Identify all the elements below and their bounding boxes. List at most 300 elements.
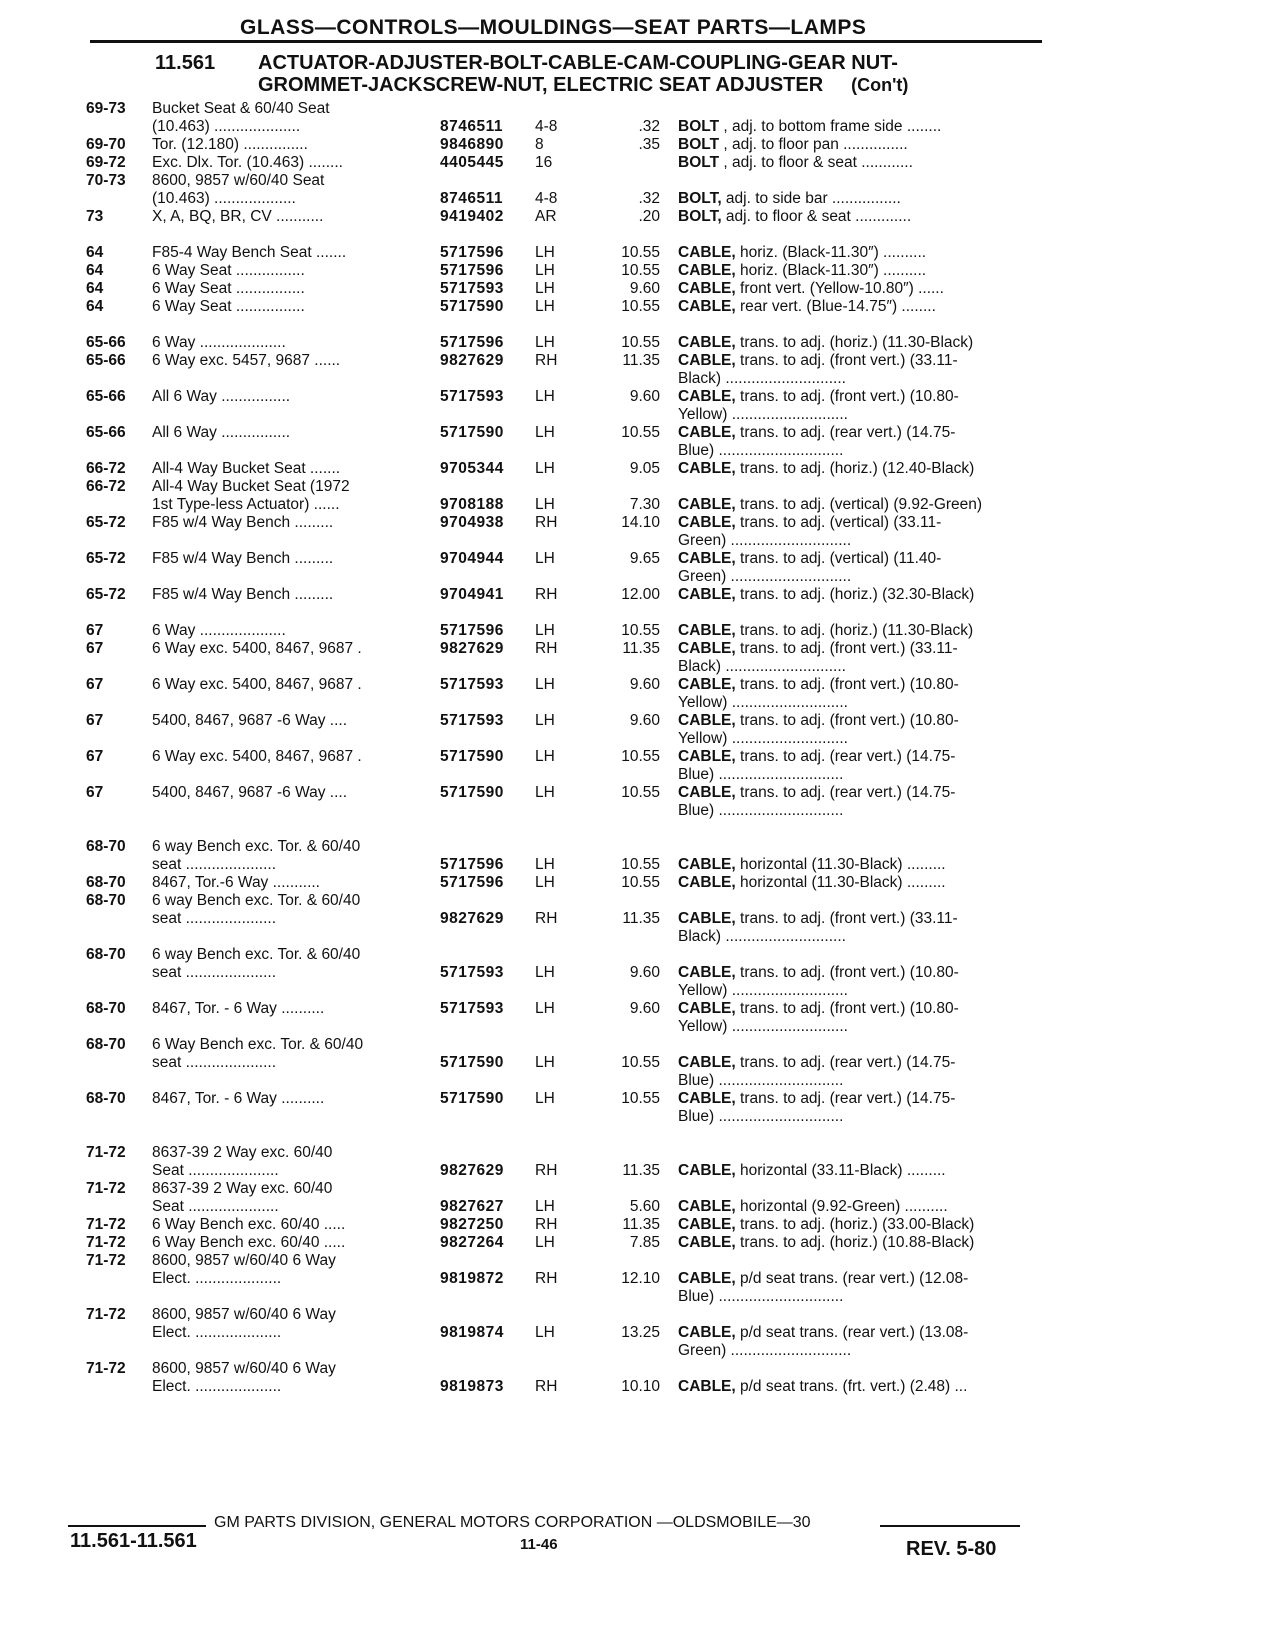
description xyxy=(678,874,1040,892)
quantity: RH xyxy=(535,514,558,531)
model-year: 68-70 xyxy=(86,1036,126,1053)
description-keyword: CABLE, xyxy=(678,388,736,405)
description xyxy=(678,1216,1040,1234)
price: 10.55 xyxy=(621,424,660,441)
description-keyword: CABLE, xyxy=(678,1270,736,1287)
part-number: 5717596 xyxy=(440,622,504,639)
description-keyword: CABLE, xyxy=(678,586,736,603)
description-keyword: CABLE, xyxy=(678,1162,736,1179)
price: 9.65 xyxy=(629,550,660,567)
model-year: 65-72 xyxy=(86,586,126,603)
part-number: 9846890 xyxy=(440,136,504,153)
description-text: front vert. (Yellow-10.80″) ...... xyxy=(735,280,944,297)
application: 8600, 9857 w/60/40 6 Way xyxy=(152,1360,336,1377)
quantity: RH xyxy=(535,910,558,927)
description-text: Blue) ............................. xyxy=(678,1108,844,1125)
description-text: Yellow) ........................... xyxy=(678,982,848,999)
application: 5400, 8467, 9687 -6 Way .... xyxy=(152,712,348,729)
description-keyword: CABLE, xyxy=(678,1216,736,1233)
model-year: 69-70 xyxy=(86,136,126,153)
quantity: LH xyxy=(535,1000,555,1017)
description-keyword: CABLE, xyxy=(678,1198,736,1215)
part-number: 5717590 xyxy=(440,298,504,315)
part-number: 5717596 xyxy=(440,874,504,891)
description xyxy=(678,1378,1040,1396)
application: seat ..................... xyxy=(152,910,277,927)
description xyxy=(678,208,1040,226)
application: 6 Way Bench exc. 60/40 ..... xyxy=(152,1216,346,1233)
description xyxy=(678,1198,1040,1216)
footer-section-range: 11.561-11.561 xyxy=(70,1530,197,1552)
description-keyword: CABLE, xyxy=(678,298,736,315)
description-keyword: CABLE, xyxy=(678,352,736,369)
description-text: trans. to adj. (horiz.) (11.30-Black) xyxy=(735,622,974,639)
description-text: Black) ............................ xyxy=(678,658,846,675)
quantity: LH xyxy=(535,1234,555,1251)
price: 10.55 xyxy=(621,244,660,261)
description-text: Yellow) ........................... xyxy=(678,730,848,747)
model-year: 67 xyxy=(86,676,104,693)
description-keyword: CABLE, xyxy=(678,244,736,261)
description xyxy=(678,298,1040,316)
description xyxy=(678,730,1040,748)
description xyxy=(678,370,1040,388)
description-text: Blue) ............................. xyxy=(678,766,844,783)
application: 6 Way .................... xyxy=(152,622,286,639)
model-year: 67 xyxy=(86,712,104,729)
section-number: 11.561 xyxy=(155,52,216,74)
part-number: 9704944 xyxy=(440,550,504,567)
part-number: 8746511 xyxy=(440,190,503,207)
application: All 6 Way ................ xyxy=(152,388,291,405)
model-year: 68-70 xyxy=(86,874,126,891)
price: 10.55 xyxy=(621,262,660,279)
description-text: Yellow) ........................... xyxy=(678,694,848,711)
quantity: LH xyxy=(535,676,555,693)
application: 1st Type-less Actuator) ...... xyxy=(152,496,340,513)
quantity: LH xyxy=(535,874,555,891)
quantity: LH xyxy=(535,712,555,729)
application: F85 w/4 Way Bench ......... xyxy=(152,514,334,531)
part-number: 9819874 xyxy=(440,1324,504,1341)
quantity: RH xyxy=(535,1270,558,1287)
part-number: 5717596 xyxy=(440,334,504,351)
price: 5.60 xyxy=(629,1198,660,1215)
application: 6 Way exc. 5457, 9687 ...... xyxy=(152,352,341,369)
description-keyword: CABLE, xyxy=(678,1324,736,1341)
model-year: 68-70 xyxy=(86,892,126,909)
application: 6 Way Bench exc. 60/40 ..... xyxy=(152,1234,346,1251)
description xyxy=(678,766,1040,784)
description-text: horiz. (Black-11.30″) .......... xyxy=(735,262,927,279)
part-number: 9419402 xyxy=(440,208,504,225)
model-year: 64 xyxy=(86,298,104,315)
description-text: Green) ............................ xyxy=(678,532,852,549)
description-text: adj. to side bar ................ xyxy=(721,190,901,207)
model-year: 71-72 xyxy=(86,1306,126,1323)
application: 6 Way Bench exc. Tor. & 60/40 xyxy=(152,1036,364,1053)
description-text: Blue) ............................. xyxy=(678,442,844,459)
part-number: 9819873 xyxy=(440,1378,504,1395)
description xyxy=(678,676,1040,694)
application: Tor. (12.180) ............... xyxy=(152,136,308,153)
model-year: 68-70 xyxy=(86,1090,126,1107)
quantity: 4-8 xyxy=(535,190,558,207)
description-text: horizontal (9.92-Green) .......... xyxy=(735,1198,948,1215)
description xyxy=(678,982,1040,1000)
description-text: p/d seat trans. (rear vert.) (13.08- xyxy=(735,1324,969,1341)
description-keyword: CABLE, xyxy=(678,856,736,873)
quantity: LH xyxy=(535,496,555,513)
model-year: 67 xyxy=(86,748,104,765)
quantity: LH xyxy=(535,856,555,873)
quantity: LH xyxy=(535,262,555,279)
description xyxy=(678,1072,1040,1090)
part-number: 5717593 xyxy=(440,964,504,981)
description xyxy=(678,532,1040,550)
part-number: 9819872 xyxy=(440,1270,504,1287)
description xyxy=(678,190,1040,208)
price: 14.10 xyxy=(621,514,660,531)
description-text: trans. to adj. (front vert.) (33.11- xyxy=(735,640,958,657)
model-year: 64 xyxy=(86,244,104,261)
description-text: trans. to adj. (rear vert.) (14.75- xyxy=(735,1054,956,1071)
application: (10.463) .................... xyxy=(152,118,301,135)
quantity: LH xyxy=(535,1054,555,1071)
part-number: 9827629 xyxy=(440,1162,504,1179)
price: 7.85 xyxy=(629,1234,660,1251)
description-text: trans. to adj. (front vert.) (10.80- xyxy=(735,712,959,729)
price: 9.60 xyxy=(629,964,660,981)
price: 11.35 xyxy=(622,1216,660,1233)
description xyxy=(678,694,1040,712)
description xyxy=(678,640,1040,658)
part-number: 5717590 xyxy=(440,784,504,801)
section-title-line2 xyxy=(258,74,908,97)
model-year: 70-73 xyxy=(86,172,126,189)
description xyxy=(678,658,1040,676)
price: 10.55 xyxy=(621,784,660,801)
quantity: LH xyxy=(535,244,555,261)
price: 9.05 xyxy=(629,460,660,477)
description-text: trans. to adj. (horiz.) (11.30-Black) xyxy=(735,334,974,351)
application: 8637-39 2 Way exc. 60/40 xyxy=(152,1144,333,1161)
description-text: trans. to adj. (front vert.) (10.80- xyxy=(735,676,959,693)
part-number: 5717593 xyxy=(440,388,504,405)
quantity: LH xyxy=(535,1324,555,1341)
description xyxy=(678,406,1040,424)
application: 6 Way exc. 5400, 8467, 9687 . xyxy=(152,640,362,657)
part-number: 5717590 xyxy=(440,748,504,765)
description-text: trans. to adj. (rear vert.) (14.75- xyxy=(735,424,956,441)
description-text: trans. to adj. (vertical) (9.92-Green) xyxy=(735,496,983,513)
section-continued: (Con't) xyxy=(851,75,909,95)
description-text: trans. to adj. (horiz.) (32.30-Black) xyxy=(735,586,975,603)
application: 8600, 9857 w/60/40 Seat xyxy=(152,172,325,189)
description xyxy=(678,1108,1040,1126)
description-keyword: CABLE, xyxy=(678,550,736,567)
description-keyword: CABLE, xyxy=(678,964,736,981)
description xyxy=(678,1342,1040,1360)
quantity: RH xyxy=(535,1216,558,1233)
model-year: 71-72 xyxy=(86,1234,126,1251)
description-keyword: CABLE, xyxy=(678,1000,736,1017)
description xyxy=(678,388,1040,406)
description xyxy=(678,568,1040,586)
part-number: 5717593 xyxy=(440,280,504,297)
description xyxy=(678,910,1040,928)
description-text: trans. to adj. (horiz.) (12.40-Black) xyxy=(735,460,975,477)
part-number: 5717593 xyxy=(440,712,504,729)
section-title-line2-text: GROMMET-JACKSCREW-NUT, ELECTRIC SEAT ADJUSTER xyxy=(258,74,824,96)
price: 7.30 xyxy=(629,496,660,513)
model-year: 65-72 xyxy=(86,514,126,531)
quantity: LH xyxy=(535,424,555,441)
description-text: horizontal (11.30-Black) ......... xyxy=(735,874,946,891)
quantity: LH xyxy=(535,280,555,297)
description-text: Blue) ............................. xyxy=(678,802,844,819)
description-text: p/d seat trans. (rear vert.) (12.08- xyxy=(735,1270,969,1287)
description xyxy=(678,442,1040,460)
description xyxy=(678,964,1040,982)
description-text: trans. to adj. (front vert.) (10.80- xyxy=(735,388,959,405)
quantity: 16 xyxy=(535,154,553,171)
price: 10.55 xyxy=(621,1054,660,1071)
part-number: 5717590 xyxy=(440,1054,504,1071)
application: seat ..................... xyxy=(152,964,277,981)
quantity: LH xyxy=(535,460,555,477)
description-text: p/d seat trans. (frt. vert.) (2.48) ... xyxy=(735,1378,968,1395)
model-year: 65-72 xyxy=(86,550,126,567)
description-text: , adj. to bottom frame side ........ xyxy=(719,118,942,135)
application: 6 Way exc. 5400, 8467, 9687 . xyxy=(152,748,362,765)
description-text: Yellow) ........................... xyxy=(678,1018,848,1035)
description xyxy=(678,712,1040,730)
description-keyword: CABLE, xyxy=(678,496,736,513)
quantity: LH xyxy=(535,748,555,765)
part-number: 9704941 xyxy=(440,586,504,603)
quantity: LH xyxy=(535,550,555,567)
part-number: 9827629 xyxy=(440,352,504,369)
model-year: 67 xyxy=(86,622,104,639)
application: 6 way Bench exc. Tor. & 60/40 xyxy=(152,838,361,855)
model-year: 65-66 xyxy=(86,334,126,351)
application: 5400, 8467, 9687 -6 Way .... xyxy=(152,784,348,801)
model-year: 69-72 xyxy=(86,154,126,171)
price: 9.60 xyxy=(629,676,660,693)
description xyxy=(678,496,1040,514)
application: 6 Way exc. 5400, 8467, 9687 . xyxy=(152,676,362,693)
description-text: adj. to floor & seat ............. xyxy=(721,208,912,225)
part-number: 5717590 xyxy=(440,424,504,441)
application: All-4 Way Bucket Seat ....... xyxy=(152,460,341,477)
application: Bucket Seat & 60/40 Seat xyxy=(152,100,330,117)
model-year: 71-72 xyxy=(86,1144,126,1161)
description-text: trans. to adj. (vertical) (11.40- xyxy=(735,550,942,567)
description-text: Black) ............................ xyxy=(678,370,846,387)
quantity: 4-8 xyxy=(535,118,558,135)
description-text: trans. to adj. (horiz.) (10.88-Black) xyxy=(735,1234,975,1251)
description xyxy=(678,748,1040,766)
price: 11.35 xyxy=(622,910,660,927)
part-number: 9704938 xyxy=(440,514,504,531)
price: 10.55 xyxy=(621,622,660,639)
quantity: LH xyxy=(535,388,555,405)
footer-rule-right xyxy=(880,1525,1020,1527)
model-year: 65-66 xyxy=(86,424,126,441)
description-keyword: BOLT xyxy=(678,118,720,135)
price: 10.55 xyxy=(621,874,660,891)
application: Elect. .................... xyxy=(152,1324,282,1341)
application: All 6 Way ................ xyxy=(152,424,291,441)
description-keyword: CABLE, xyxy=(678,334,736,351)
description xyxy=(678,514,1040,532)
quantity: RH xyxy=(535,1162,558,1179)
part-number: 9827627 xyxy=(440,1198,504,1215)
part-number: 5717596 xyxy=(440,856,504,873)
description xyxy=(678,118,1040,136)
price: 10.55 xyxy=(621,334,660,351)
description xyxy=(678,1000,1040,1018)
part-number: 9705344 xyxy=(440,460,504,477)
application: seat ..................... xyxy=(152,1054,277,1071)
description-text: Blue) ............................. xyxy=(678,1072,844,1089)
application: X, A, BQ, BR, CV ........... xyxy=(152,208,324,225)
description xyxy=(678,1090,1040,1108)
application: (10.463) ................... xyxy=(152,190,296,207)
description xyxy=(678,244,1040,262)
description xyxy=(678,262,1040,280)
application: Exc. Dlx. Tor. (10.463) ........ xyxy=(152,154,343,171)
description-keyword: BOLT, xyxy=(678,208,722,225)
part-number: 9827629 xyxy=(440,640,504,657)
price: 11.35 xyxy=(622,1162,660,1179)
application: 6 Way Seat ................ xyxy=(152,262,305,279)
description-keyword: CABLE, xyxy=(678,712,736,729)
model-year: 66-72 xyxy=(86,478,126,495)
quantity: RH xyxy=(535,640,558,657)
quantity: LH xyxy=(535,784,555,801)
footer-text: GM PARTS DIVISION, GENERAL MOTORS CORPORATION —OLDSMOBILE—30 xyxy=(214,1514,811,1531)
model-year: 68-70 xyxy=(86,1000,126,1017)
description xyxy=(678,1234,1040,1252)
description-keyword: BOLT xyxy=(678,136,720,153)
price: 9.60 xyxy=(629,280,660,297)
application: seat ..................... xyxy=(152,856,277,873)
description xyxy=(678,424,1040,442)
application: F85 w/4 Way Bench ......... xyxy=(152,550,334,567)
model-year: 68-70 xyxy=(86,946,126,963)
price: 11.35 xyxy=(622,640,660,657)
quantity: LH xyxy=(535,334,555,351)
application: 8467, Tor. - 6 Way .......... xyxy=(152,1090,325,1107)
model-year: 65-66 xyxy=(86,388,126,405)
price: .35 xyxy=(638,136,660,153)
quantity: LH xyxy=(535,298,555,315)
description-text: trans. to adj. (front vert.) (10.80- xyxy=(735,964,959,981)
part-number: 8746511 xyxy=(440,118,503,135)
description xyxy=(678,802,1040,820)
price: .20 xyxy=(638,208,660,225)
model-year: 64 xyxy=(86,262,104,279)
application: 6 Way Seat ................ xyxy=(152,280,305,297)
description xyxy=(678,928,1040,946)
footer-revision: REV. 5-80 xyxy=(906,1538,997,1560)
description xyxy=(678,1162,1040,1180)
description-keyword: CABLE, xyxy=(678,262,736,279)
description-text: horizontal (33.11-Black) ......... xyxy=(735,1162,946,1179)
application: Elect. .................... xyxy=(152,1270,282,1287)
application: Seat ..................... xyxy=(152,1198,279,1215)
part-number: 5717596 xyxy=(440,244,504,261)
description xyxy=(678,784,1040,802)
model-year: 68-70 xyxy=(86,838,126,855)
description-text: trans. to adj. (rear vert.) (14.75- xyxy=(735,748,956,765)
quantity: AR xyxy=(535,208,557,225)
description-keyword: BOLT, xyxy=(678,190,722,207)
model-year: 71-72 xyxy=(86,1216,126,1233)
description-text: Green) ............................ xyxy=(678,1342,852,1359)
part-number: 9827264 xyxy=(440,1234,504,1251)
quantity: LH xyxy=(535,1198,555,1215)
price: .32 xyxy=(638,190,660,207)
description-text: horiz. (Black-11.30″) .......... xyxy=(735,244,927,261)
price: 10.10 xyxy=(621,1378,660,1395)
price: 12.10 xyxy=(621,1270,660,1287)
description-text: trans. to adj. (front vert.) (33.11- xyxy=(735,910,958,927)
application: F85 w/4 Way Bench ......... xyxy=(152,586,334,603)
description-keyword: CABLE, xyxy=(678,1234,736,1251)
application: 8637-39 2 Way exc. 60/40 xyxy=(152,1180,333,1197)
description-text: Yellow) ........................... xyxy=(678,406,848,423)
price: 13.25 xyxy=(621,1324,660,1341)
model-year: 69-73 xyxy=(86,100,126,117)
part-number: 5717593 xyxy=(440,676,504,693)
quantity: RH xyxy=(535,352,558,369)
model-year: 65-66 xyxy=(86,352,126,369)
part-number: 5717596 xyxy=(440,262,504,279)
model-year: 67 xyxy=(86,784,104,801)
description-text: trans. to adj. (horiz.) (33.00-Black) xyxy=(735,1216,975,1233)
application: 8467, Tor.-6 Way ........... xyxy=(152,874,320,891)
application: 8600, 9857 w/60/40 6 Way xyxy=(152,1306,336,1323)
price: 9.60 xyxy=(629,712,660,729)
description xyxy=(678,280,1040,298)
description-text: trans. to adj. (front vert.) (10.80- xyxy=(735,1000,959,1017)
quantity: LH xyxy=(535,1090,555,1107)
description-text: trans. to adj. (front vert.) (33.11- xyxy=(735,352,958,369)
quantity: 8 xyxy=(535,136,544,153)
application: 8600, 9857 w/60/40 6 Way xyxy=(152,1252,336,1269)
description-keyword: CABLE, xyxy=(678,460,736,477)
model-year: 71-72 xyxy=(86,1360,126,1377)
price: 10.55 xyxy=(621,1090,660,1107)
footer-rule-left xyxy=(68,1525,206,1527)
description-keyword: CABLE, xyxy=(678,1378,736,1395)
quantity: RH xyxy=(535,1378,558,1395)
quantity: LH xyxy=(535,964,555,981)
description-keyword: CABLE, xyxy=(678,640,736,657)
model-year: 71-72 xyxy=(86,1252,126,1269)
description-text: , adj. to floor pan ............... xyxy=(719,136,908,153)
section-title-line1: ACTUATOR-ADJUSTER-BOLT-CABLE-CAM-COUPLING-GEAR NUT- xyxy=(258,52,898,74)
application: 6 Way .................... xyxy=(152,334,286,351)
description-keyword: CABLE, xyxy=(678,748,736,765)
price: 12.00 xyxy=(621,586,660,603)
price: 10.55 xyxy=(621,298,660,315)
description-text: Black) ............................ xyxy=(678,928,846,945)
part-number: 9708188 xyxy=(440,496,504,513)
